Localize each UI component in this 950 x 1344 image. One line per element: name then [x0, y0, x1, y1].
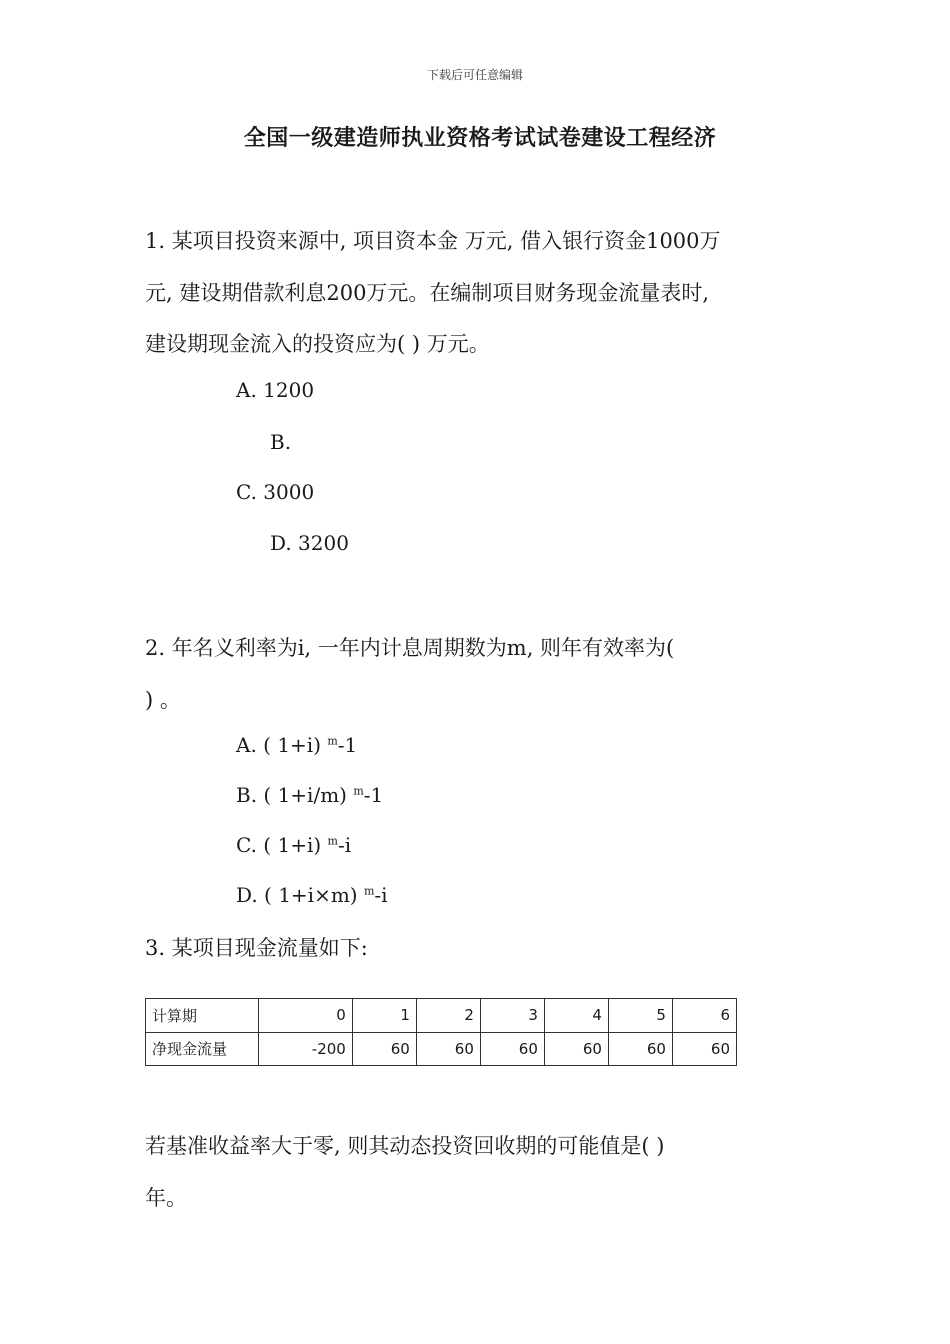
- table-cell: 1: [352, 999, 416, 1033]
- q1-line-2: 元, 建设期借款利息200万元。在编制项目财务现金流量表时,: [145, 281, 710, 305]
- table-cell: 60: [416, 1032, 480, 1066]
- q2-option-d: [236, 883, 388, 907]
- cash-flow-table: [145, 998, 737, 1066]
- table-cell: 2: [416, 999, 480, 1033]
- exponent: m: [327, 834, 338, 848]
- option-text: D. ( 1+i×m): [236, 883, 364, 907]
- exponent: m: [327, 734, 338, 748]
- option-text: -i: [374, 883, 388, 907]
- table-cell: 60: [352, 1032, 416, 1066]
- q1-line-1: 1. 某项目投资来源中, 项目资本金 万元, 借入银行资金1000万: [145, 229, 721, 253]
- table-cell: 60: [544, 1032, 608, 1066]
- table-cell: 60: [608, 1032, 672, 1066]
- table-cell: 60: [672, 1032, 736, 1066]
- q2-line-2: ) 。: [145, 688, 181, 712]
- q2-option-b: [236, 783, 383, 807]
- table-cell: 6: [672, 999, 736, 1033]
- table-cell: 5: [608, 999, 672, 1033]
- table-cell: 3: [480, 999, 544, 1033]
- q3-line-2: 年。: [145, 1186, 187, 1210]
- q2-option-a: [236, 733, 357, 757]
- option-text: C. ( 1+i): [236, 833, 328, 857]
- q3-line-1: 若基准收益率大于零, 则其动态投资回收期的可能值是( ): [145, 1134, 665, 1158]
- table-cell: 计算期: [146, 999, 259, 1033]
- exponent: m: [353, 784, 364, 798]
- document-title: 全国一级建造师执业资格考试试卷建设工程经济: [243, 125, 717, 151]
- table-cell: 60: [480, 1032, 544, 1066]
- q1-option-c: C. 3000: [236, 480, 315, 504]
- option-text: A. ( 1+i): [236, 733, 328, 757]
- q2-line-1: 2. 年名义利率为i, 一年内计息周期数为m, 则年有效率为(: [145, 636, 675, 660]
- q1-line-3: 建设期现金流入的投资应为( ) 万元。: [145, 332, 490, 356]
- table-cell: 4: [544, 999, 608, 1033]
- table-row: [146, 999, 737, 1033]
- option-text: -1: [337, 733, 358, 757]
- exponent: m: [363, 884, 375, 898]
- q1-option-b: B.: [270, 430, 292, 454]
- q1-option-a: A. 1200: [236, 378, 315, 402]
- table-cell: 0: [259, 999, 353, 1033]
- option-text: -1: [363, 783, 384, 807]
- q3-intro: 3. 某项目现金流量如下:: [145, 936, 368, 960]
- table-cell: 净现金流量: [146, 1032, 259, 1066]
- option-text: B. ( 1+i/m): [236, 783, 354, 807]
- option-text: -i: [337, 833, 352, 857]
- q2-option-c: [236, 833, 351, 857]
- table-row: [146, 1032, 737, 1066]
- table-cell: -200: [259, 1032, 353, 1066]
- q1-option-d: D. 3200: [270, 531, 349, 555]
- header-note: 下载后可任意编辑: [426, 68, 523, 82]
